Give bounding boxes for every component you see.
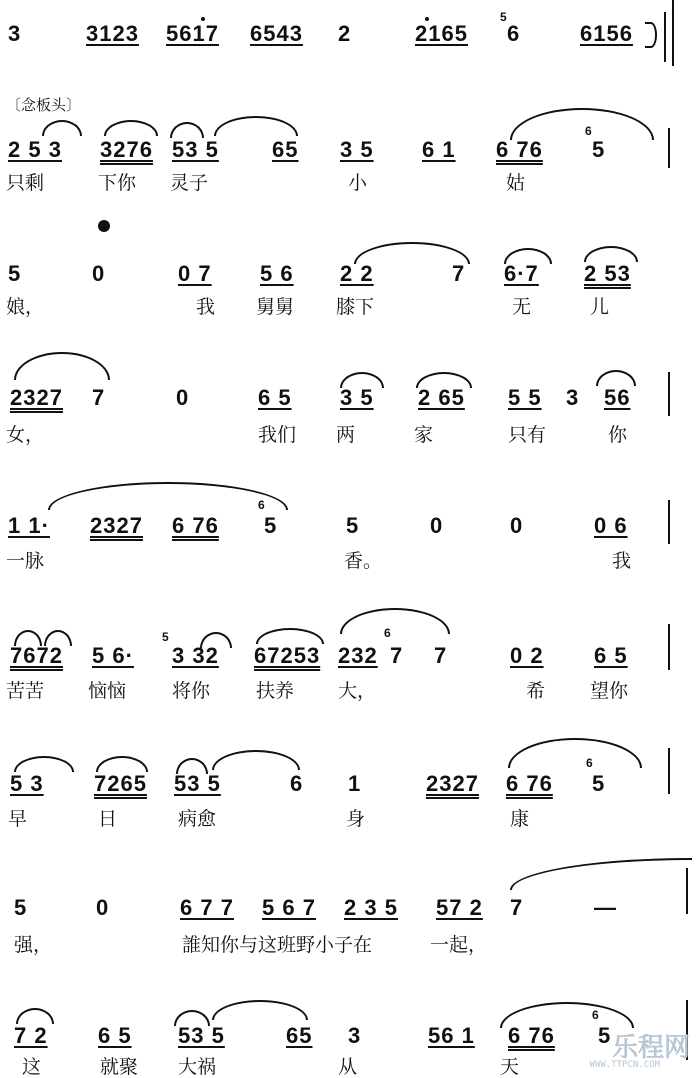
note-group: 5 bbox=[14, 895, 28, 920]
note-group: 5 bbox=[592, 771, 606, 796]
note-group: 5 bbox=[8, 261, 22, 286]
note-group: 6 76 bbox=[506, 771, 553, 796]
lyric: 一脉 bbox=[6, 550, 45, 572]
lyric: 我们 bbox=[258, 424, 297, 446]
lyric: 只剩 bbox=[6, 172, 45, 194]
slur bbox=[510, 108, 654, 140]
note-group: 3 bbox=[8, 21, 22, 46]
lyric: 姑 bbox=[506, 172, 526, 194]
note-group: 6 76 bbox=[508, 1023, 555, 1048]
grace-note: 6 bbox=[384, 626, 391, 640]
barline bbox=[668, 128, 670, 168]
slur bbox=[212, 750, 300, 770]
lyric: 娘， bbox=[6, 296, 45, 318]
note-group: 6 bbox=[507, 21, 521, 46]
note-group: 1 bbox=[348, 771, 362, 796]
note-group: 56 bbox=[604, 385, 631, 410]
note-group: — bbox=[594, 895, 617, 920]
lyric: 望你 bbox=[590, 680, 629, 702]
grace-note: 6 bbox=[258, 498, 265, 512]
note-group: 6156 bbox=[580, 21, 633, 46]
lyric: 身 bbox=[346, 808, 366, 830]
note-group: 3 5 bbox=[340, 385, 374, 410]
slur bbox=[42, 120, 82, 136]
note-group: 1 1· bbox=[8, 513, 50, 538]
slur bbox=[596, 370, 636, 386]
slur bbox=[214, 116, 298, 136]
note-group: 0 bbox=[430, 513, 444, 538]
barline bbox=[664, 12, 666, 62]
slur bbox=[508, 738, 642, 768]
lyric: 舅舅 bbox=[256, 296, 295, 318]
lyric: 恼恼 bbox=[88, 680, 127, 702]
lyric: 儿 bbox=[590, 296, 610, 318]
lyric: 家 bbox=[414, 424, 434, 446]
note-group: 0 7 bbox=[178, 261, 212, 286]
octave-dot bbox=[425, 17, 429, 21]
note-group: 0 bbox=[176, 385, 190, 410]
note-group: 3 bbox=[348, 1023, 362, 1048]
lyric: 誰知你与这班野小子在 bbox=[182, 934, 373, 956]
note-group: 2 65 bbox=[418, 385, 465, 410]
note-group: 0 bbox=[92, 261, 106, 286]
note-group: 5 bbox=[346, 513, 360, 538]
note-group: 3 bbox=[566, 385, 580, 410]
lyric: 苦苦 bbox=[6, 680, 45, 702]
lyric: 香。 bbox=[344, 550, 383, 572]
note-group: 6 5 bbox=[258, 385, 292, 410]
note-group: 6·7 bbox=[504, 261, 539, 286]
note-group: 0 bbox=[96, 895, 110, 920]
lyric: 大祸 bbox=[178, 1056, 217, 1078]
note-group: 0 bbox=[510, 513, 524, 538]
slur bbox=[16, 1008, 54, 1024]
lyric: 女， bbox=[6, 424, 45, 446]
barline bbox=[672, 0, 674, 66]
slur bbox=[48, 482, 288, 510]
note-group: 2 2 bbox=[340, 261, 374, 286]
grace-note: 6 bbox=[585, 124, 592, 138]
lyric: 病愈 bbox=[178, 808, 217, 830]
slur bbox=[212, 1000, 308, 1020]
note-group: 7 2 bbox=[14, 1023, 48, 1048]
note-group: 7 bbox=[92, 385, 106, 410]
note-group: 53 5 bbox=[174, 771, 221, 796]
note-group: 6 5 bbox=[594, 643, 628, 668]
slur bbox=[340, 608, 450, 634]
lyric: 无 bbox=[512, 296, 532, 318]
note-group: 0 2 bbox=[510, 643, 544, 668]
lyric: 两 bbox=[336, 424, 356, 446]
note-group: 5 bbox=[592, 137, 606, 162]
note-group: 56 1 bbox=[428, 1023, 475, 1048]
lyric: 只有 bbox=[508, 424, 547, 446]
note-group: 3276 bbox=[100, 137, 153, 162]
lyric: 将你 bbox=[172, 680, 211, 702]
note-group: 7 bbox=[452, 261, 466, 286]
lyric: 这 bbox=[22, 1056, 42, 1078]
note-group: 7 bbox=[390, 643, 404, 668]
repeat-bracket bbox=[645, 22, 657, 48]
note-group: 5 6 bbox=[260, 261, 294, 286]
watermark-logo: 乐程网 bbox=[611, 1033, 690, 1063]
note-group: 6 5 bbox=[98, 1023, 132, 1048]
note-group: 6 76 bbox=[496, 137, 543, 162]
note-group: 5617 bbox=[166, 21, 219, 46]
octave-dot bbox=[201, 17, 205, 21]
slur bbox=[170, 122, 204, 138]
ink-spot bbox=[98, 220, 110, 232]
note-group: 65 bbox=[272, 137, 299, 162]
barline bbox=[668, 500, 670, 544]
grace-note: 5 bbox=[162, 630, 169, 644]
lyric: 我 bbox=[612, 550, 632, 572]
note-group: 53 5 bbox=[178, 1023, 225, 1048]
lyric: 我 bbox=[196, 296, 216, 318]
watermark-url: WWW.TTPCN.COM bbox=[589, 1060, 660, 1070]
note-group: 5 bbox=[598, 1023, 612, 1048]
note-group: 2 53 bbox=[584, 261, 631, 286]
note-group: 3123 bbox=[86, 21, 139, 46]
note-group: 5 3 bbox=[10, 771, 44, 796]
note-group: 0 6 bbox=[594, 513, 628, 538]
note-group: 2327 bbox=[426, 771, 479, 796]
note-group: 5 6· bbox=[92, 643, 134, 668]
note-group: 5 6 7 bbox=[262, 895, 316, 920]
slur bbox=[104, 120, 158, 136]
note-group: 67253 bbox=[254, 643, 321, 668]
note-group: 6 1 bbox=[422, 137, 456, 162]
lyric: 灵子 bbox=[170, 172, 209, 194]
note-group: 6 bbox=[290, 771, 304, 796]
lyric: 强， bbox=[14, 934, 53, 956]
lyric: 下你 bbox=[98, 172, 137, 194]
lyric: 扶养 bbox=[256, 680, 295, 702]
lyric: 一起， bbox=[430, 934, 488, 956]
barline bbox=[668, 624, 670, 670]
barline bbox=[686, 868, 688, 914]
lyric: 天 bbox=[500, 1056, 520, 1078]
note-group: 6 7 7 bbox=[180, 895, 234, 920]
note-group: 5 5 bbox=[508, 385, 542, 410]
note-group: 3 32 bbox=[172, 643, 219, 668]
note-group: 2327 bbox=[90, 513, 143, 538]
note-group: 2165 bbox=[415, 21, 468, 46]
slur bbox=[14, 352, 110, 380]
note-group: 6543 bbox=[250, 21, 303, 46]
lyric: 大， bbox=[338, 680, 377, 702]
grace-note: 6 bbox=[592, 1008, 599, 1022]
slur bbox=[14, 756, 74, 772]
slur bbox=[584, 246, 638, 262]
lyric: 膝下 bbox=[336, 296, 375, 318]
note-group: 7265 bbox=[94, 771, 147, 796]
grace-note: 5 bbox=[500, 10, 507, 24]
section-marking: 〔念板头〕 bbox=[6, 96, 82, 114]
note-group: 5 bbox=[264, 513, 278, 538]
grace-note: 6 bbox=[586, 756, 593, 770]
slur bbox=[256, 628, 324, 644]
note-group: 232 bbox=[338, 643, 378, 668]
barline bbox=[668, 372, 670, 416]
slur bbox=[510, 858, 692, 890]
note-group: 2 5 3 bbox=[8, 137, 62, 162]
note-group: 7 bbox=[510, 895, 524, 920]
slur bbox=[96, 756, 148, 772]
note-group: 65 bbox=[286, 1023, 313, 1048]
lyric: 康 bbox=[510, 808, 530, 830]
note-group: 2 bbox=[338, 21, 352, 46]
note-group: 6 76 bbox=[172, 513, 219, 538]
lyric: 你 bbox=[608, 424, 628, 446]
lyric: 希 bbox=[526, 680, 546, 702]
lyric: 早 bbox=[8, 808, 28, 830]
note-group: 2 3 5 bbox=[344, 895, 398, 920]
note-group: 2327 bbox=[10, 385, 63, 410]
note-group: 53 5 bbox=[172, 137, 219, 162]
note-group: 7 bbox=[434, 643, 448, 668]
note-group: 7672 bbox=[10, 643, 63, 668]
note-group: 57 2 bbox=[436, 895, 483, 920]
note-group: 3 5 bbox=[340, 137, 374, 162]
lyric: 就聚 bbox=[100, 1056, 139, 1078]
lyric: 小 bbox=[348, 172, 368, 194]
barline bbox=[668, 748, 670, 794]
lyric: 从 bbox=[338, 1056, 358, 1078]
lyric: 日 bbox=[98, 808, 118, 830]
